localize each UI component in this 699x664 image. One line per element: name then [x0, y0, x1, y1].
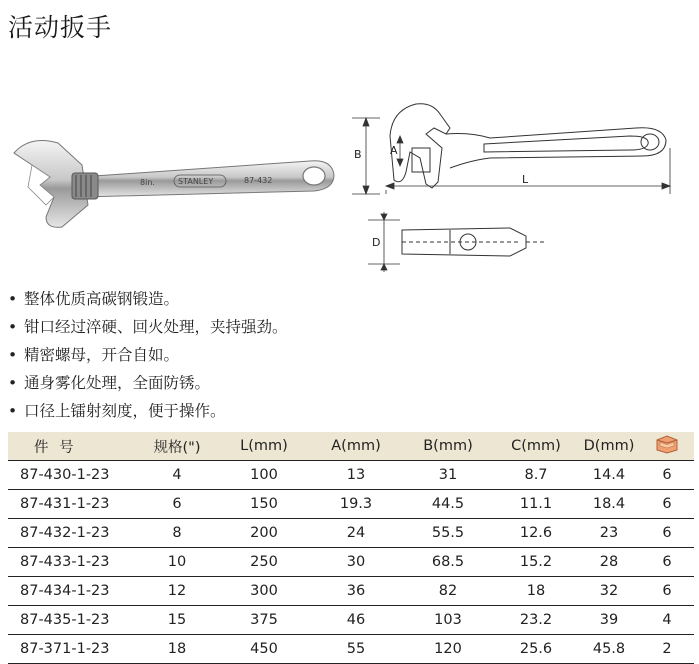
cell-b: 103 [402, 606, 494, 635]
bullet-icon: • [8, 290, 18, 308]
header-package [640, 432, 694, 461]
cell-size: 6 [136, 490, 218, 519]
cell-b: 31 [402, 461, 494, 490]
table-row [8, 490, 694, 519]
feature-item: • 通身雾化处理，全面防锈。 [8, 369, 288, 397]
table-header-row [8, 432, 694, 461]
cell-a: 19.3 [310, 490, 402, 519]
cell-d: 23 [578, 519, 640, 548]
cell-c: 25.6 [494, 635, 578, 664]
cell-c: 8.7 [494, 461, 578, 490]
cell-c: 11.1 [494, 490, 578, 519]
header-a: A(mm) [310, 432, 402, 461]
bullet-icon: • [8, 346, 18, 364]
cell-l: 450 [218, 635, 310, 664]
feature-item: • 钳口经过淬硬、回火处理，夹持强劲。 [8, 313, 288, 341]
table-row [8, 548, 694, 577]
cell-l: 100 [218, 461, 310, 490]
table-row [8, 577, 694, 606]
header-d: D(mm) [578, 432, 640, 461]
spec-table [8, 432, 694, 664]
cell-a: 30 [310, 548, 402, 577]
cell-c: 18 [494, 577, 578, 606]
table-row [8, 606, 694, 635]
cell-part-no: 87-434-1-23 [8, 577, 136, 606]
cell-b: 82 [402, 577, 494, 606]
bullet-icon: • [8, 374, 18, 392]
cell-d: 14.4 [578, 461, 640, 490]
cell-b: 44.5 [402, 490, 494, 519]
cell-d: 28 [578, 548, 640, 577]
cell-d: 32 [578, 577, 640, 606]
cell-size: 4 [136, 461, 218, 490]
cell-l: 200 [218, 519, 310, 548]
cell-l: 300 [218, 577, 310, 606]
cell-b: 120 [402, 635, 494, 664]
cell-part-no: 87-432-1-23 [8, 519, 136, 548]
label-l: L [522, 173, 529, 186]
cell-part-no: 87-371-1-23 [8, 635, 136, 664]
cell-a: 36 [310, 577, 402, 606]
cell-size: 15 [136, 606, 218, 635]
header-l: L(mm) [218, 432, 310, 461]
engraving-size: 8in. [140, 178, 155, 187]
cell-size: 18 [136, 635, 218, 664]
cell-part-no: 87-430-1-23 [8, 461, 136, 490]
table-row [8, 519, 694, 548]
cell-c: 12.6 [494, 519, 578, 548]
cell-package-qty: 6 [640, 577, 694, 606]
header-c: C(mm) [494, 432, 578, 461]
cell-d: 45.8 [578, 635, 640, 664]
feature-item: • 整体优质高碳钢锻造。 [8, 285, 288, 313]
cell-part-no: 87-435-1-23 [8, 606, 136, 635]
cell-c: 23.2 [494, 606, 578, 635]
cell-size: 12 [136, 577, 218, 606]
engraving-brand: STANLEY [178, 177, 214, 186]
box-icon [654, 434, 680, 454]
cell-part-no: 87-431-1-23 [8, 490, 136, 519]
cell-b: 68.5 [402, 548, 494, 577]
cell-a: 24 [310, 519, 402, 548]
feature-item: • 精密螺母，开合自如。 [8, 341, 288, 369]
worm-nut [72, 173, 98, 199]
cell-package-qty: 6 [640, 461, 694, 490]
header-part-no: 件 号 [8, 432, 136, 461]
header-size: 规格(") [136, 432, 218, 461]
engraving-model: 87-432 [244, 176, 273, 185]
cell-l: 150 [218, 490, 310, 519]
bullet-icon: • [8, 402, 18, 420]
dimension-drawing [350, 88, 695, 278]
cell-d: 18.4 [578, 490, 640, 519]
bullet-icon: • [8, 318, 18, 336]
page-title: 活动扳手 [8, 13, 113, 42]
cell-package-qty: 2 [640, 635, 694, 664]
feature-item: • 口径上镭射刻度，便于操作。 [8, 397, 288, 425]
cell-a: 13 [310, 461, 402, 490]
cell-package-qty: 6 [640, 519, 694, 548]
cell-package-qty: 6 [640, 548, 694, 577]
wrench-photo [10, 125, 340, 230]
cell-a: 46 [310, 606, 402, 635]
cell-c: 15.2 [494, 548, 578, 577]
cell-l: 375 [218, 606, 310, 635]
cell-package-qty: 4 [640, 606, 694, 635]
cell-l: 250 [218, 548, 310, 577]
cell-a: 55 [310, 635, 402, 664]
table-row [8, 461, 694, 490]
cell-size: 10 [136, 548, 218, 577]
cell-size: 8 [136, 519, 218, 548]
cell-part-no: 87-433-1-23 [8, 548, 136, 577]
cell-b: 55.5 [402, 519, 494, 548]
label-a: A [390, 144, 398, 157]
header-b: B(mm) [402, 432, 494, 461]
cell-package-qty: 6 [640, 490, 694, 519]
cell-d: 39 [578, 606, 640, 635]
label-d: D [372, 236, 381, 249]
table-row [8, 635, 694, 664]
label-b: B [354, 148, 362, 161]
feature-list [8, 285, 288, 425]
